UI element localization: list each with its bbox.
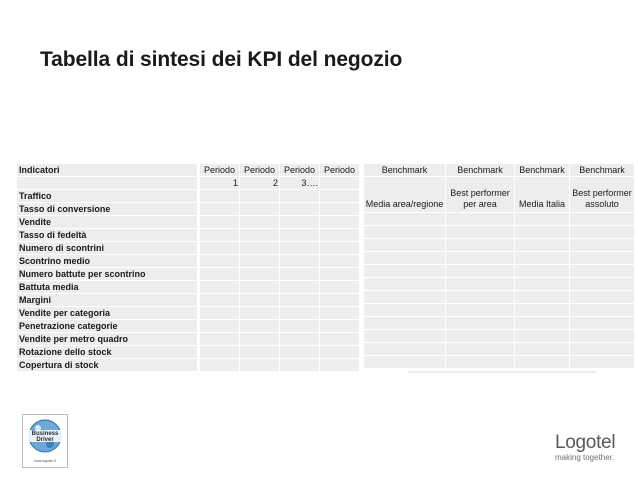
indicator-label: Numero di scontrini <box>17 242 197 255</box>
benchmark-cell[interactable] <box>364 317 446 330</box>
period-cell[interactable] <box>200 255 240 268</box>
benchmark-cell[interactable] <box>570 317 635 330</box>
benchmark-subheader: Best performer per area <box>446 177 515 213</box>
periods-header-row <box>200 164 360 177</box>
period-cell[interactable] <box>200 190 240 203</box>
table-row <box>17 320 197 333</box>
periods-number-row <box>200 177 360 190</box>
period-cell[interactable] <box>320 320 360 333</box>
period-header: Periodo <box>200 164 240 177</box>
benchmark-header: Benchmark <box>570 164 635 177</box>
table-row <box>364 252 635 265</box>
period-cell[interactable] <box>240 294 280 307</box>
period-cell[interactable] <box>240 281 280 294</box>
benchmark-cell[interactable] <box>364 252 446 265</box>
period-cell[interactable] <box>280 190 320 203</box>
page-title: Tabella di sintesi dei KPI del negozio <box>40 48 403 71</box>
benchmark-cell[interactable] <box>570 265 635 278</box>
period-cell[interactable] <box>320 203 360 216</box>
benchmark-cell[interactable] <box>515 343 570 356</box>
period-cell[interactable] <box>200 346 240 359</box>
indicator-label: Margini <box>17 294 197 307</box>
business-driver-logo <box>22 414 68 468</box>
table-row <box>17 281 197 294</box>
benchmark-cell[interactable] <box>364 265 446 278</box>
period-cell[interactable] <box>240 190 280 203</box>
period-cell[interactable] <box>240 229 280 242</box>
period-header: Periodo <box>280 164 320 177</box>
table-row <box>364 330 635 343</box>
period-cell[interactable] <box>200 333 240 346</box>
table-row <box>200 320 360 333</box>
benchmark-cell[interactable] <box>515 356 570 369</box>
indicators-table <box>17 164 197 372</box>
benchmark-cell[interactable] <box>570 226 635 239</box>
benchmark-cell[interactable] <box>515 226 570 239</box>
benchmark-cell[interactable] <box>515 304 570 317</box>
period-cell[interactable] <box>200 320 240 333</box>
table-row <box>17 268 197 281</box>
benchmark-cell[interactable] <box>570 252 635 265</box>
benchmark-cell[interactable] <box>570 356 635 369</box>
table-row <box>17 294 197 307</box>
period-number: 2 <box>240 177 280 190</box>
period-number: 1 <box>200 177 240 190</box>
indicator-label: Battuta media <box>17 281 197 294</box>
table-row <box>200 359 360 372</box>
benchmark-cell[interactable] <box>446 317 515 330</box>
table-row <box>364 291 635 304</box>
benchmark-cell[interactable] <box>446 278 515 291</box>
table-row <box>17 229 197 242</box>
table-row <box>364 304 635 317</box>
benchmark-cell[interactable] <box>515 278 570 291</box>
table-row <box>17 359 197 372</box>
period-cell[interactable] <box>320 281 360 294</box>
period-cell[interactable] <box>200 281 240 294</box>
period-cell[interactable] <box>320 307 360 320</box>
period-cell[interactable] <box>200 359 240 372</box>
benchmark-cell[interactable] <box>515 239 570 252</box>
benchmark-cell[interactable] <box>446 226 515 239</box>
period-cell[interactable] <box>320 333 360 346</box>
period-cell[interactable] <box>320 216 360 229</box>
period-cell[interactable] <box>280 203 320 216</box>
table-row <box>364 317 635 330</box>
benchmark-cell[interactable] <box>515 291 570 304</box>
table-row <box>200 333 360 346</box>
period-cell[interactable] <box>320 190 360 203</box>
benchmark-cell[interactable] <box>446 343 515 356</box>
table-row <box>200 255 360 268</box>
period-cell[interactable] <box>280 320 320 333</box>
period-cell[interactable] <box>240 216 280 229</box>
table-row <box>200 268 360 281</box>
logo-line-2: Driver <box>36 437 54 443</box>
table-row <box>17 333 197 346</box>
benchmark-subheader-row <box>364 177 635 213</box>
period-cell[interactable] <box>240 242 280 255</box>
indicator-label: Rotazione dello stock <box>17 346 197 359</box>
benchmark-cell[interactable] <box>515 265 570 278</box>
indicator-label: Vendite per metro quadro <box>17 333 197 346</box>
period-cell[interactable] <box>280 268 320 281</box>
benchmark-cell[interactable] <box>570 343 635 356</box>
period-cell[interactable] <box>280 242 320 255</box>
period-cell[interactable] <box>280 346 320 359</box>
period-cell[interactable] <box>320 255 360 268</box>
benchmark-cell[interactable] <box>515 330 570 343</box>
benchmark-bottom-strip <box>408 371 596 373</box>
period-cell[interactable] <box>200 229 240 242</box>
table-row <box>200 203 360 216</box>
logotel-tagline: making together. <box>555 453 615 462</box>
benchmark-header: Benchmark <box>515 164 570 177</box>
table-row <box>364 239 635 252</box>
period-cell[interactable] <box>240 333 280 346</box>
table-row <box>364 213 635 226</box>
table-row <box>17 242 197 255</box>
indicator-label <box>17 177 197 190</box>
benchmark-cell[interactable] <box>570 239 635 252</box>
benchmark-header: Benchmark <box>364 164 446 177</box>
benchmark-cell[interactable] <box>364 356 446 369</box>
period-cell[interactable] <box>280 216 320 229</box>
period-cell[interactable] <box>280 307 320 320</box>
period-cell[interactable] <box>200 307 240 320</box>
benchmark-cell[interactable] <box>446 213 515 226</box>
benchmark-cell[interactable] <box>364 343 446 356</box>
benchmark-header: Benchmark <box>446 164 515 177</box>
periods-table <box>200 164 360 372</box>
period-cell[interactable] <box>320 346 360 359</box>
table-row <box>364 265 635 278</box>
table-row <box>200 294 360 307</box>
logo-line-1: Business <box>31 431 59 437</box>
period-cell[interactable] <box>240 255 280 268</box>
period-cell[interactable] <box>200 203 240 216</box>
indicator-label: Tasso di fedeltà <box>17 229 197 242</box>
benchmark-cell[interactable] <box>446 239 515 252</box>
period-cell[interactable] <box>280 333 320 346</box>
table-row <box>17 203 197 216</box>
benchmark-cell[interactable] <box>364 239 446 252</box>
table-row <box>364 343 635 356</box>
benchmark-cell[interactable] <box>364 330 446 343</box>
table-row <box>200 346 360 359</box>
table-row <box>364 278 635 291</box>
benchmark-cell[interactable] <box>364 291 446 304</box>
benchmark-cell[interactable] <box>446 265 515 278</box>
indicator-label: Scontrino medio <box>17 255 197 268</box>
period-cell[interactable] <box>200 268 240 281</box>
period-cell[interactable] <box>280 281 320 294</box>
period-cell[interactable] <box>240 359 280 372</box>
indicator-label: Numero battute per scontrino <box>17 268 197 281</box>
benchmark-cell[interactable] <box>446 252 515 265</box>
table-row <box>200 216 360 229</box>
benchmark-table <box>364 164 635 369</box>
indicator-label: Vendite per categoria <box>17 307 197 320</box>
benchmark-cell[interactable] <box>570 304 635 317</box>
indicator-label: Tasso di conversione <box>17 203 197 216</box>
table-row <box>200 242 360 255</box>
indicators-header-row <box>17 164 197 177</box>
business-driver-logo-icon <box>22 414 68 468</box>
table-row <box>364 226 635 239</box>
indicator-label: Copertura di stock <box>17 359 197 372</box>
period-number: 3…. <box>280 177 320 190</box>
logotel-name: Logotel <box>555 432 616 453</box>
table-row <box>17 177 197 190</box>
table-row <box>17 190 197 203</box>
benchmark-cell[interactable] <box>364 213 446 226</box>
table-row <box>200 229 360 242</box>
period-cell[interactable] <box>320 294 360 307</box>
period-cell[interactable] <box>320 268 360 281</box>
table-row <box>17 346 197 359</box>
period-cell[interactable] <box>280 229 320 242</box>
period-cell[interactable] <box>240 307 280 320</box>
benchmark-cell[interactable] <box>446 291 515 304</box>
benchmark-cell[interactable] <box>446 304 515 317</box>
table-row <box>364 356 635 369</box>
benchmark-cell[interactable] <box>570 213 635 226</box>
benchmark-cell[interactable] <box>446 330 515 343</box>
benchmark-cell[interactable] <box>570 330 635 343</box>
period-cell[interactable] <box>240 268 280 281</box>
benchmark-cell[interactable] <box>570 278 635 291</box>
benchmark-subheader: Media Italia <box>515 177 570 213</box>
benchmark-cell[interactable] <box>364 278 446 291</box>
benchmark-cell[interactable] <box>446 356 515 369</box>
table-row <box>200 307 360 320</box>
table-row <box>200 281 360 294</box>
benchmark-cell[interactable] <box>364 304 446 317</box>
period-cell[interactable] <box>280 359 320 372</box>
benchmark-cell[interactable] <box>515 317 570 330</box>
period-number <box>320 177 360 190</box>
period-cell[interactable] <box>240 203 280 216</box>
period-cell[interactable] <box>320 242 360 255</box>
period-cell[interactable] <box>200 242 240 255</box>
indicator-label: Traffico <box>17 190 197 203</box>
benchmark-subheader: Best performer assoluto <box>570 177 635 213</box>
period-header: Periodo <box>240 164 280 177</box>
indicator-label: Penetrazione categorie <box>17 320 197 333</box>
benchmark-cell[interactable] <box>364 226 446 239</box>
indicators-header: Indicatori <box>17 164 197 177</box>
benchmark-cell[interactable] <box>515 252 570 265</box>
period-cell[interactable] <box>240 320 280 333</box>
logotel-logo <box>555 432 615 462</box>
period-cell[interactable] <box>200 216 240 229</box>
table-row <box>17 216 197 229</box>
period-cell[interactable] <box>240 346 280 359</box>
period-header: Periodo <box>320 164 360 177</box>
table-row <box>200 190 360 203</box>
period-cell[interactable] <box>200 294 240 307</box>
indicator-label: Vendite <box>17 216 197 229</box>
benchmark-subheader: Media area/regione <box>364 177 446 213</box>
period-cell[interactable] <box>320 359 360 372</box>
table-row <box>17 307 197 320</box>
table-row <box>17 255 197 268</box>
period-cell[interactable] <box>320 229 360 242</box>
period-cell[interactable] <box>280 255 320 268</box>
period-cell[interactable] <box>280 294 320 307</box>
benchmark-header-row <box>364 164 635 177</box>
benchmark-cell[interactable] <box>570 291 635 304</box>
logo-caption: www.logotel.it <box>34 459 56 463</box>
benchmark-cell[interactable] <box>515 213 570 226</box>
